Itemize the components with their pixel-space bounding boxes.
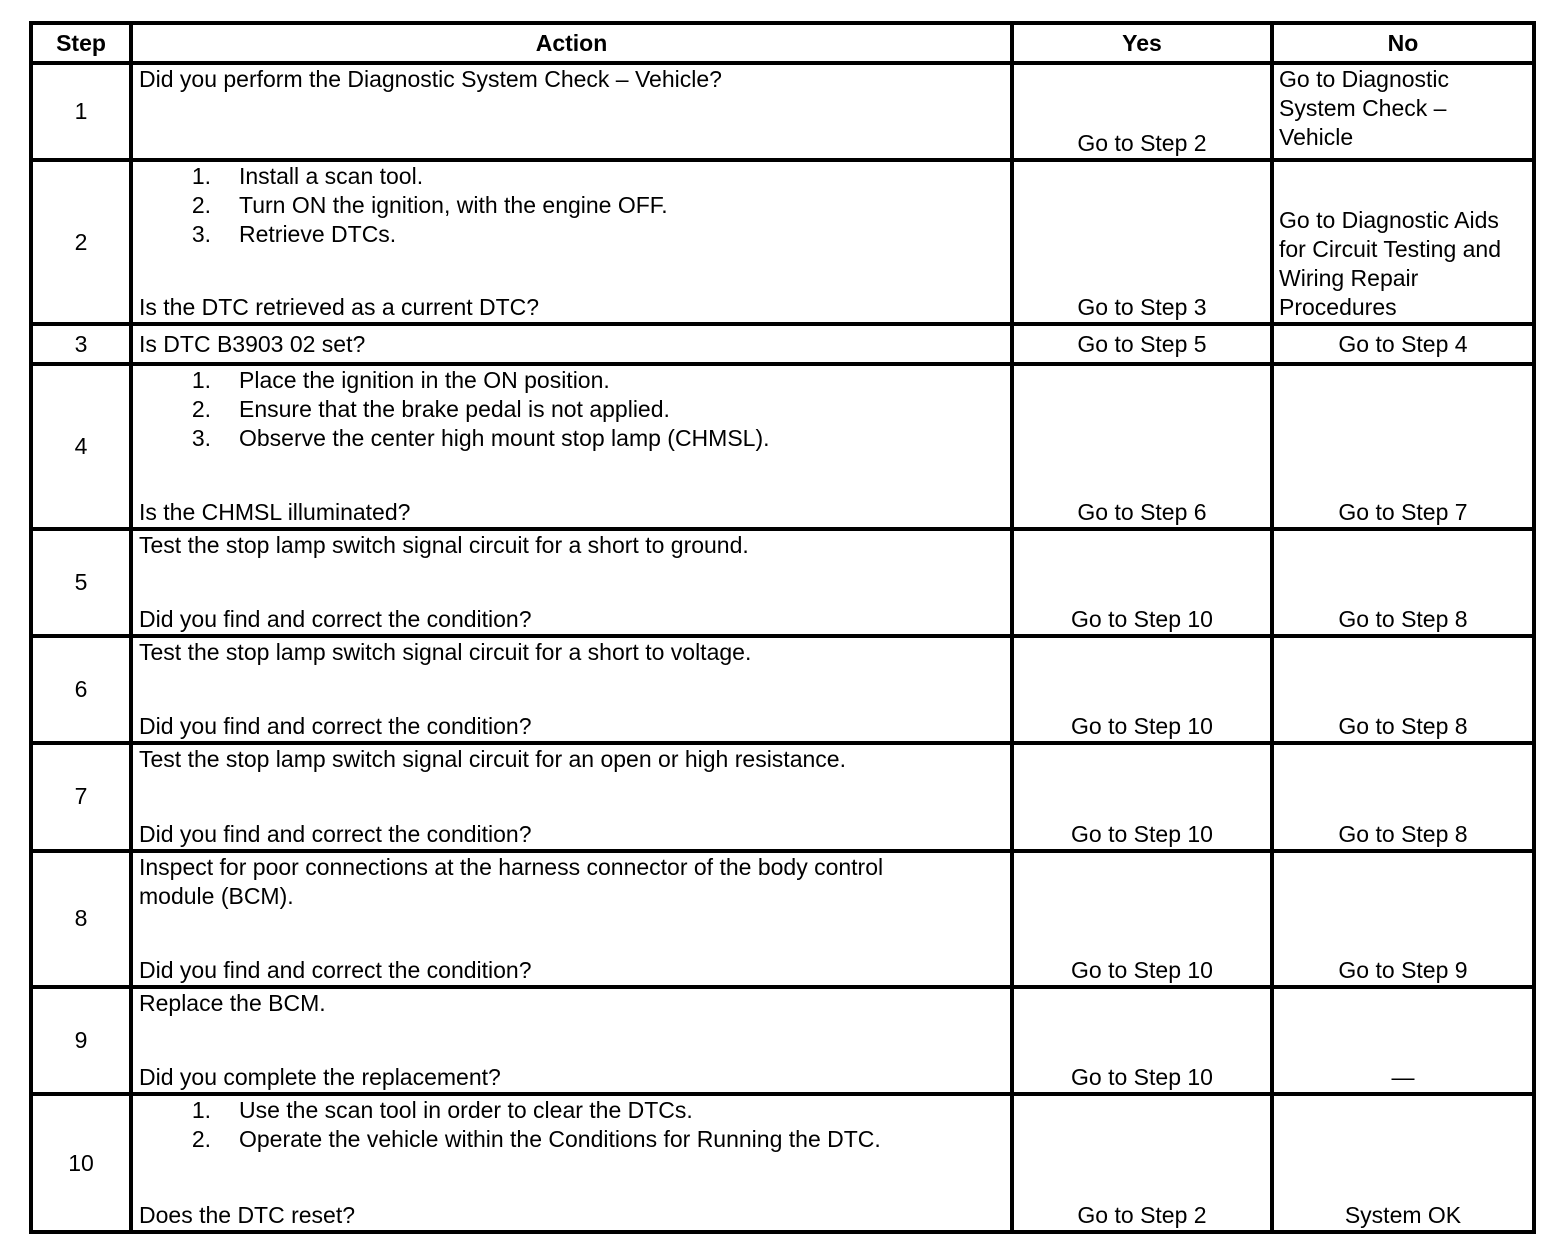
action-list xyxy=(139,162,1004,249)
action-cell xyxy=(131,987,1012,1094)
step-number: 6 xyxy=(31,636,131,743)
table-row xyxy=(31,529,1534,636)
no-cell xyxy=(1272,160,1534,324)
step-number: 10 xyxy=(31,1094,131,1232)
action-list xyxy=(139,1096,1004,1154)
yes-cell: Go to Step 3 xyxy=(1012,160,1272,324)
no-cell: System OK xyxy=(1272,1094,1534,1232)
no-line: Wiring Repair xyxy=(1279,264,1419,291)
table-row xyxy=(31,987,1534,1094)
step-number: 9 xyxy=(31,987,131,1094)
table-row xyxy=(31,63,1534,160)
yes-cell: Go to Step 5 xyxy=(1012,324,1272,364)
no-cell: Go to Step 7 xyxy=(1272,364,1534,529)
diagnostic-table xyxy=(29,21,1536,1234)
no-line: System Check – xyxy=(1279,95,1447,122)
question-text: Did you find and correct the condition? xyxy=(139,957,532,984)
table-row xyxy=(31,160,1534,324)
header-step: Step xyxy=(31,23,131,63)
action-text: Did you perform the Diagnostic System Check – Vehicle? xyxy=(139,66,722,93)
question-text: Did you find and correct the condition? xyxy=(139,713,532,740)
header-no: No xyxy=(1272,23,1534,63)
question-text: Did you find and correct the condition? xyxy=(139,820,532,847)
table-row xyxy=(31,851,1534,987)
no-cell: Go to Step 9 xyxy=(1272,851,1534,987)
list-item: 2. Turn ON the ignition, with the engine OFF. xyxy=(191,192,668,219)
table-row xyxy=(31,1094,1534,1232)
no-line: Go to Diagnostic xyxy=(1279,66,1450,93)
list-item: 1. Install a scan tool. xyxy=(191,163,424,190)
question-text: Did you complete the replacement? xyxy=(139,1064,501,1091)
action-list xyxy=(139,366,1004,453)
action-cell xyxy=(131,324,1012,364)
table-row xyxy=(31,364,1534,529)
action-cell xyxy=(131,1094,1012,1232)
action-text: Inspect for poor connections at the harness connector of the body control xyxy=(139,853,884,880)
no-line: Procedures xyxy=(1279,293,1397,320)
step-number: 3 xyxy=(31,324,131,364)
action-cell xyxy=(131,364,1012,529)
question-text: Is the CHMSL illuminated? xyxy=(139,498,411,525)
table-row xyxy=(31,743,1534,850)
action-cell xyxy=(131,636,1012,743)
action-text: Test the stop lamp switch signal circuit for an open or high resistance. xyxy=(139,746,846,773)
step-number: 4 xyxy=(31,364,131,529)
no-cell: Go to Step 8 xyxy=(1272,743,1534,850)
yes-cell: Go to Step 10 xyxy=(1012,529,1272,636)
step-number: 2 xyxy=(31,160,131,324)
no-line: for Circuit Testing and xyxy=(1279,235,1502,262)
action-text: Replace the BCM. xyxy=(139,990,326,1017)
yes-cell: Go to Step 10 xyxy=(1012,743,1272,850)
table-row xyxy=(31,636,1534,743)
action-text: Test the stop lamp switch signal circuit for a short to ground. xyxy=(139,531,749,558)
step-number: 8 xyxy=(31,851,131,987)
action-cell xyxy=(131,851,1012,987)
yes-cell: Go to Step 10 xyxy=(1012,987,1272,1094)
action-text: Test the stop lamp switch signal circuit for a short to voltage. xyxy=(139,638,752,665)
no-cell: Go to Step 8 xyxy=(1272,636,1534,743)
no-cell xyxy=(1272,63,1534,160)
list-item: 2. Ensure that the brake pedal is not applied. xyxy=(191,396,670,423)
step-number: 1 xyxy=(31,63,131,160)
action-cell xyxy=(131,160,1012,324)
list-item: 2. Operate the vehicle within the Conditions for Running the DTC. xyxy=(191,1126,881,1153)
question-text: Did you find and correct the condition? xyxy=(139,605,532,632)
no-line: Vehicle xyxy=(1279,124,1354,151)
question-text: Does the DTC reset? xyxy=(139,1202,356,1228)
action-cell xyxy=(131,529,1012,636)
list-item: 3. Observe the center high mount stop lamp (CHMSL). xyxy=(191,425,770,452)
yes-cell: Go to Step 10 xyxy=(1012,636,1272,743)
header-yes: Yes xyxy=(1012,23,1272,63)
step-number: 7 xyxy=(31,743,131,850)
list-item: 3. Retrieve DTCs. xyxy=(191,221,397,248)
no-cell: — xyxy=(1272,987,1534,1094)
table-row xyxy=(31,324,1534,364)
header-row xyxy=(31,23,1534,63)
no-line: Go to Diagnostic Aids xyxy=(1279,206,1499,233)
no-cell: Go to Step 4 xyxy=(1272,324,1534,364)
list-item: 1. Use the scan tool in order to clear the DTCs. xyxy=(191,1097,693,1124)
action-cell xyxy=(131,63,1012,160)
action-text: module (BCM). xyxy=(139,882,294,909)
yes-cell: Go to Step 2 xyxy=(1012,63,1272,160)
yes-cell: Go to Step 2 xyxy=(1012,1094,1272,1232)
yes-cell: Go to Step 6 xyxy=(1012,364,1272,529)
header-action: Action xyxy=(131,23,1012,63)
list-item: 1. Place the ignition in the ON position. xyxy=(191,367,610,394)
question-text: Is the DTC retrieved as a current DTC? xyxy=(139,293,540,320)
action-text: Is DTC B3903 02 set? xyxy=(139,330,366,357)
action-cell xyxy=(131,743,1012,850)
step-number: 5 xyxy=(31,529,131,636)
no-cell: Go to Step 8 xyxy=(1272,529,1534,636)
yes-cell: Go to Step 10 xyxy=(1012,851,1272,987)
